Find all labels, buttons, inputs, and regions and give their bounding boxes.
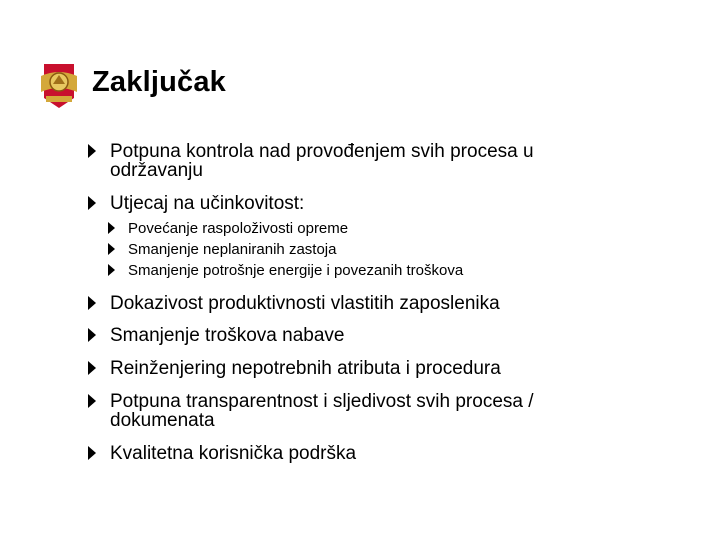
list-item-text: Dokazivost produktivnosti vlastitih zaposlenika [110,293,500,314]
arrow-bullet-icon [88,394,96,408]
list-item-text: Smanjenje troškova nabave [110,325,345,346]
arrow-bullet-icon [88,296,96,310]
arrow-bullet-icon [88,144,96,158]
sub-list-item-text: Smanjenje neplaniranih zastoja [128,241,337,258]
slide-title: Zaključak [92,66,226,98]
sub-list-item-text: Smanjenje potrošnje energije i povezanih troškova [128,262,464,279]
arrow-bullet-icon [88,446,96,460]
arrow-bullet-icon [88,361,96,375]
arrow-bullet-icon [108,222,115,234]
arrow-bullet-icon [88,328,96,342]
list-item-text: Potpuna transparentnost i sljedivost svih procesa / dokumenata [110,391,534,431]
list-item-text: Reinženjering nepotrebnih atributa i procedura [110,358,501,379]
sub-list-item-text: Povećanje raspoloživosti opreme [128,220,349,237]
arrow-bullet-icon [108,243,115,255]
arrow-bullet-icon [108,264,115,276]
list-item-text: Kvalitetna korisnička podrška [110,443,357,464]
arrow-bullet-icon [88,196,96,210]
list-item-text: Potpuna kontrola nad provođenjem svih procesa u održavanju [110,141,534,181]
list-item-text: Utjecaj na učinkovitost: [110,193,305,214]
emblem-logo [38,58,80,112]
